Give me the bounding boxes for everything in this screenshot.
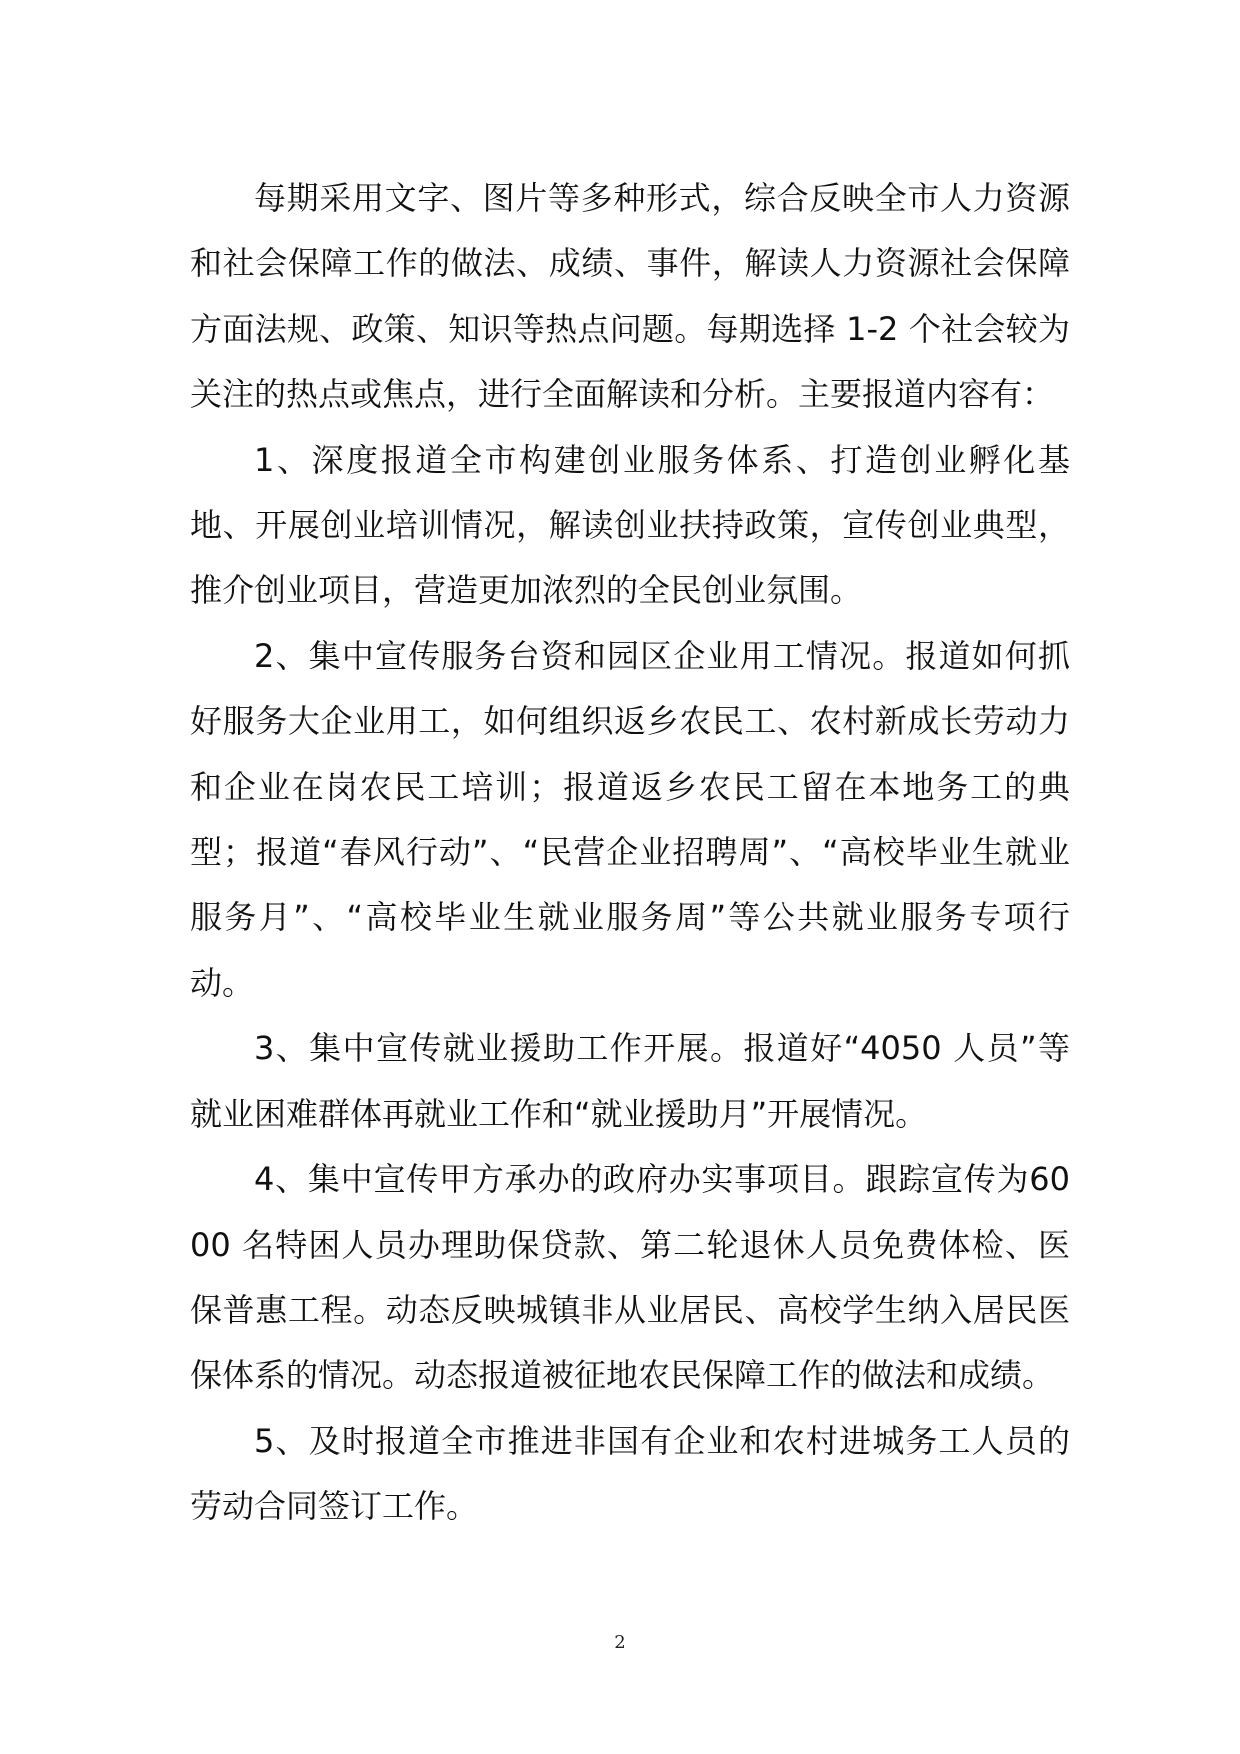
item-5-paragraph: 5、及时报道全市推进非国有企业和农村进城务工人员的劳动合同签订工作。 (190, 1421, 1070, 1526)
page-number: 2 (614, 1632, 626, 1653)
body-text (190, 166, 1070, 1540)
item-1-paragraph: 1、深度报道全市构建创业服务体系、打造创业孵化基地、开展创业培训情况，解读创业扶持政策，宣传创业典型，推介创业项目，营造更加浓烈的全民创业氛围。 (190, 440, 1070, 610)
item-4-paragraph: 4、集中宣传甲方承办的政府办实事项目。跟踪宣传为6000 名特困人员办理助保贷款、第二轮退休人员免费体检、医保普惠工程。动态反映城镇非从业居民、高校学生纳入居民医保体系的情况。动态报道被征地农民保障工作的做法和成绩。 (190, 1160, 1070, 1395)
item-3-paragraph: 3、集中宣传就业援助工作开展。报道好“4050 人员”等就业困难群体再就业工作和“就业援助月”开展情况。 (190, 1029, 1070, 1133)
item-2-paragraph: 2、集中宣传服务台资和园区企业用工情况。报道如何抓好服务大企业用工，如何组织返乡农民工、农村新成长劳动力和企业在岗农民工培训；报道返乡农民工留在本地务工的典型；报道“春风行动”、“民营企业招聘周”、“高校毕业生就业服务月”、“高校毕业生就业服务周”等公共就业服务专项行动。 (190, 636, 1070, 1002)
intro-paragraph: 每期采用文字、图片等多种形式，综合反映全市人力资源和社会保障工作的做法、成绩、事件，解读人力资源社会保障方面法规、政策、知识等热点问题。每期选择 1-2 个社会较为关注的热点或焦点，进行全面解读和分析。主要报道内容有： (190, 179, 1070, 414)
